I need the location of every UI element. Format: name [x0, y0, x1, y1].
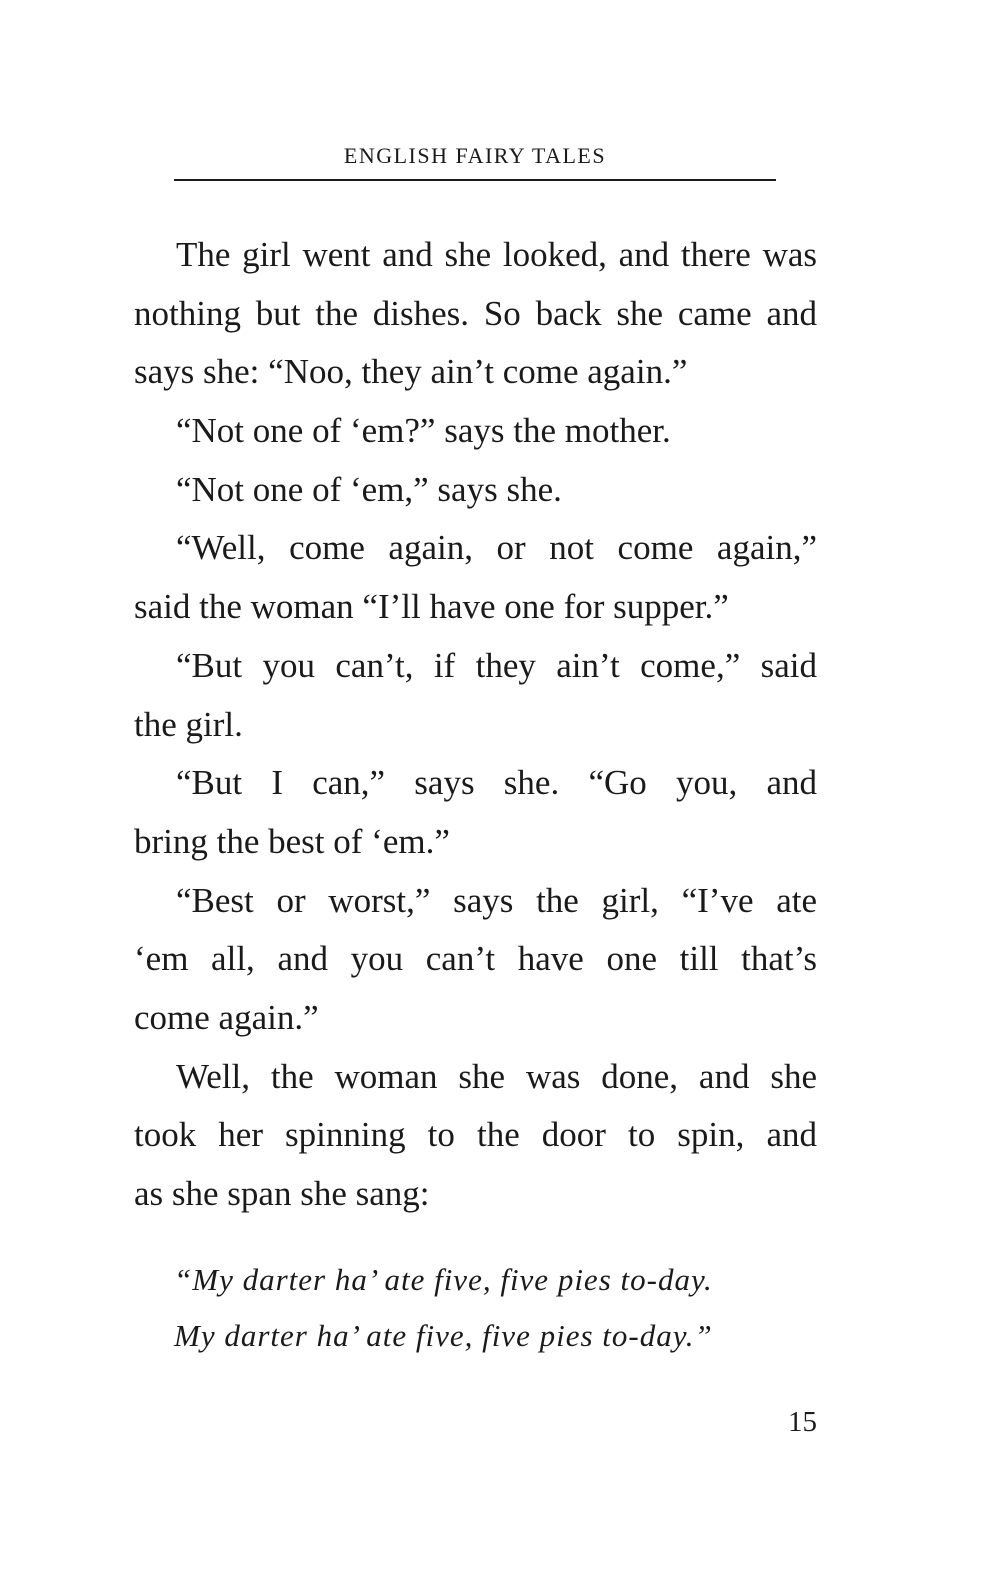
- text-line: nothing but the dishes. So back she came and: [134, 293, 817, 333]
- text-line: “But you can’t, if they ain’t come,” said: [176, 645, 817, 685]
- verse-line: “My darter ha’ ate five, five pies to-day.: [174, 1262, 713, 1297]
- text-line: “Well, come again, or not come again,”: [176, 528, 817, 568]
- body-text: [134, 226, 817, 1224]
- text-line: the girl.: [134, 704, 243, 744]
- verse-line: My darter ha’ ate five, five pies to-day.”: [174, 1318, 713, 1353]
- song-verse: [174, 1252, 784, 1364]
- text-line: “Not one of ‘em?” says the mother.: [176, 411, 671, 451]
- text-line: “But I can,” says she. “Go you, and: [176, 763, 817, 803]
- page-number: 15: [788, 1406, 817, 1438]
- text-line: The girl went and she looked, and there was: [176, 235, 817, 274]
- text-line: “Best or worst,” says the girl, “I’ve ate: [176, 880, 817, 920]
- text-line: Well, the woman she was done, and she: [176, 1056, 817, 1096]
- header-rule: [174, 179, 776, 181]
- text-line: bring the best of ‘em.”: [134, 821, 450, 861]
- text-line: “Not one of ‘em,” says she.: [176, 469, 562, 509]
- text-line: took her spinning to the door to spin, and: [134, 1115, 817, 1155]
- text-line: said the woman “I’ll have one for supper.”: [134, 587, 729, 627]
- running-head: ENGLISH FAIRY TALES: [343, 143, 607, 168]
- text-line: ‘em all, and you can’t have one till that’s: [134, 939, 817, 979]
- text-line: as she span she sang:: [134, 1174, 430, 1213]
- text-line: says she: “Noo, they ain’t come again.”: [134, 352, 688, 392]
- text-line: come again.”: [134, 997, 319, 1037]
